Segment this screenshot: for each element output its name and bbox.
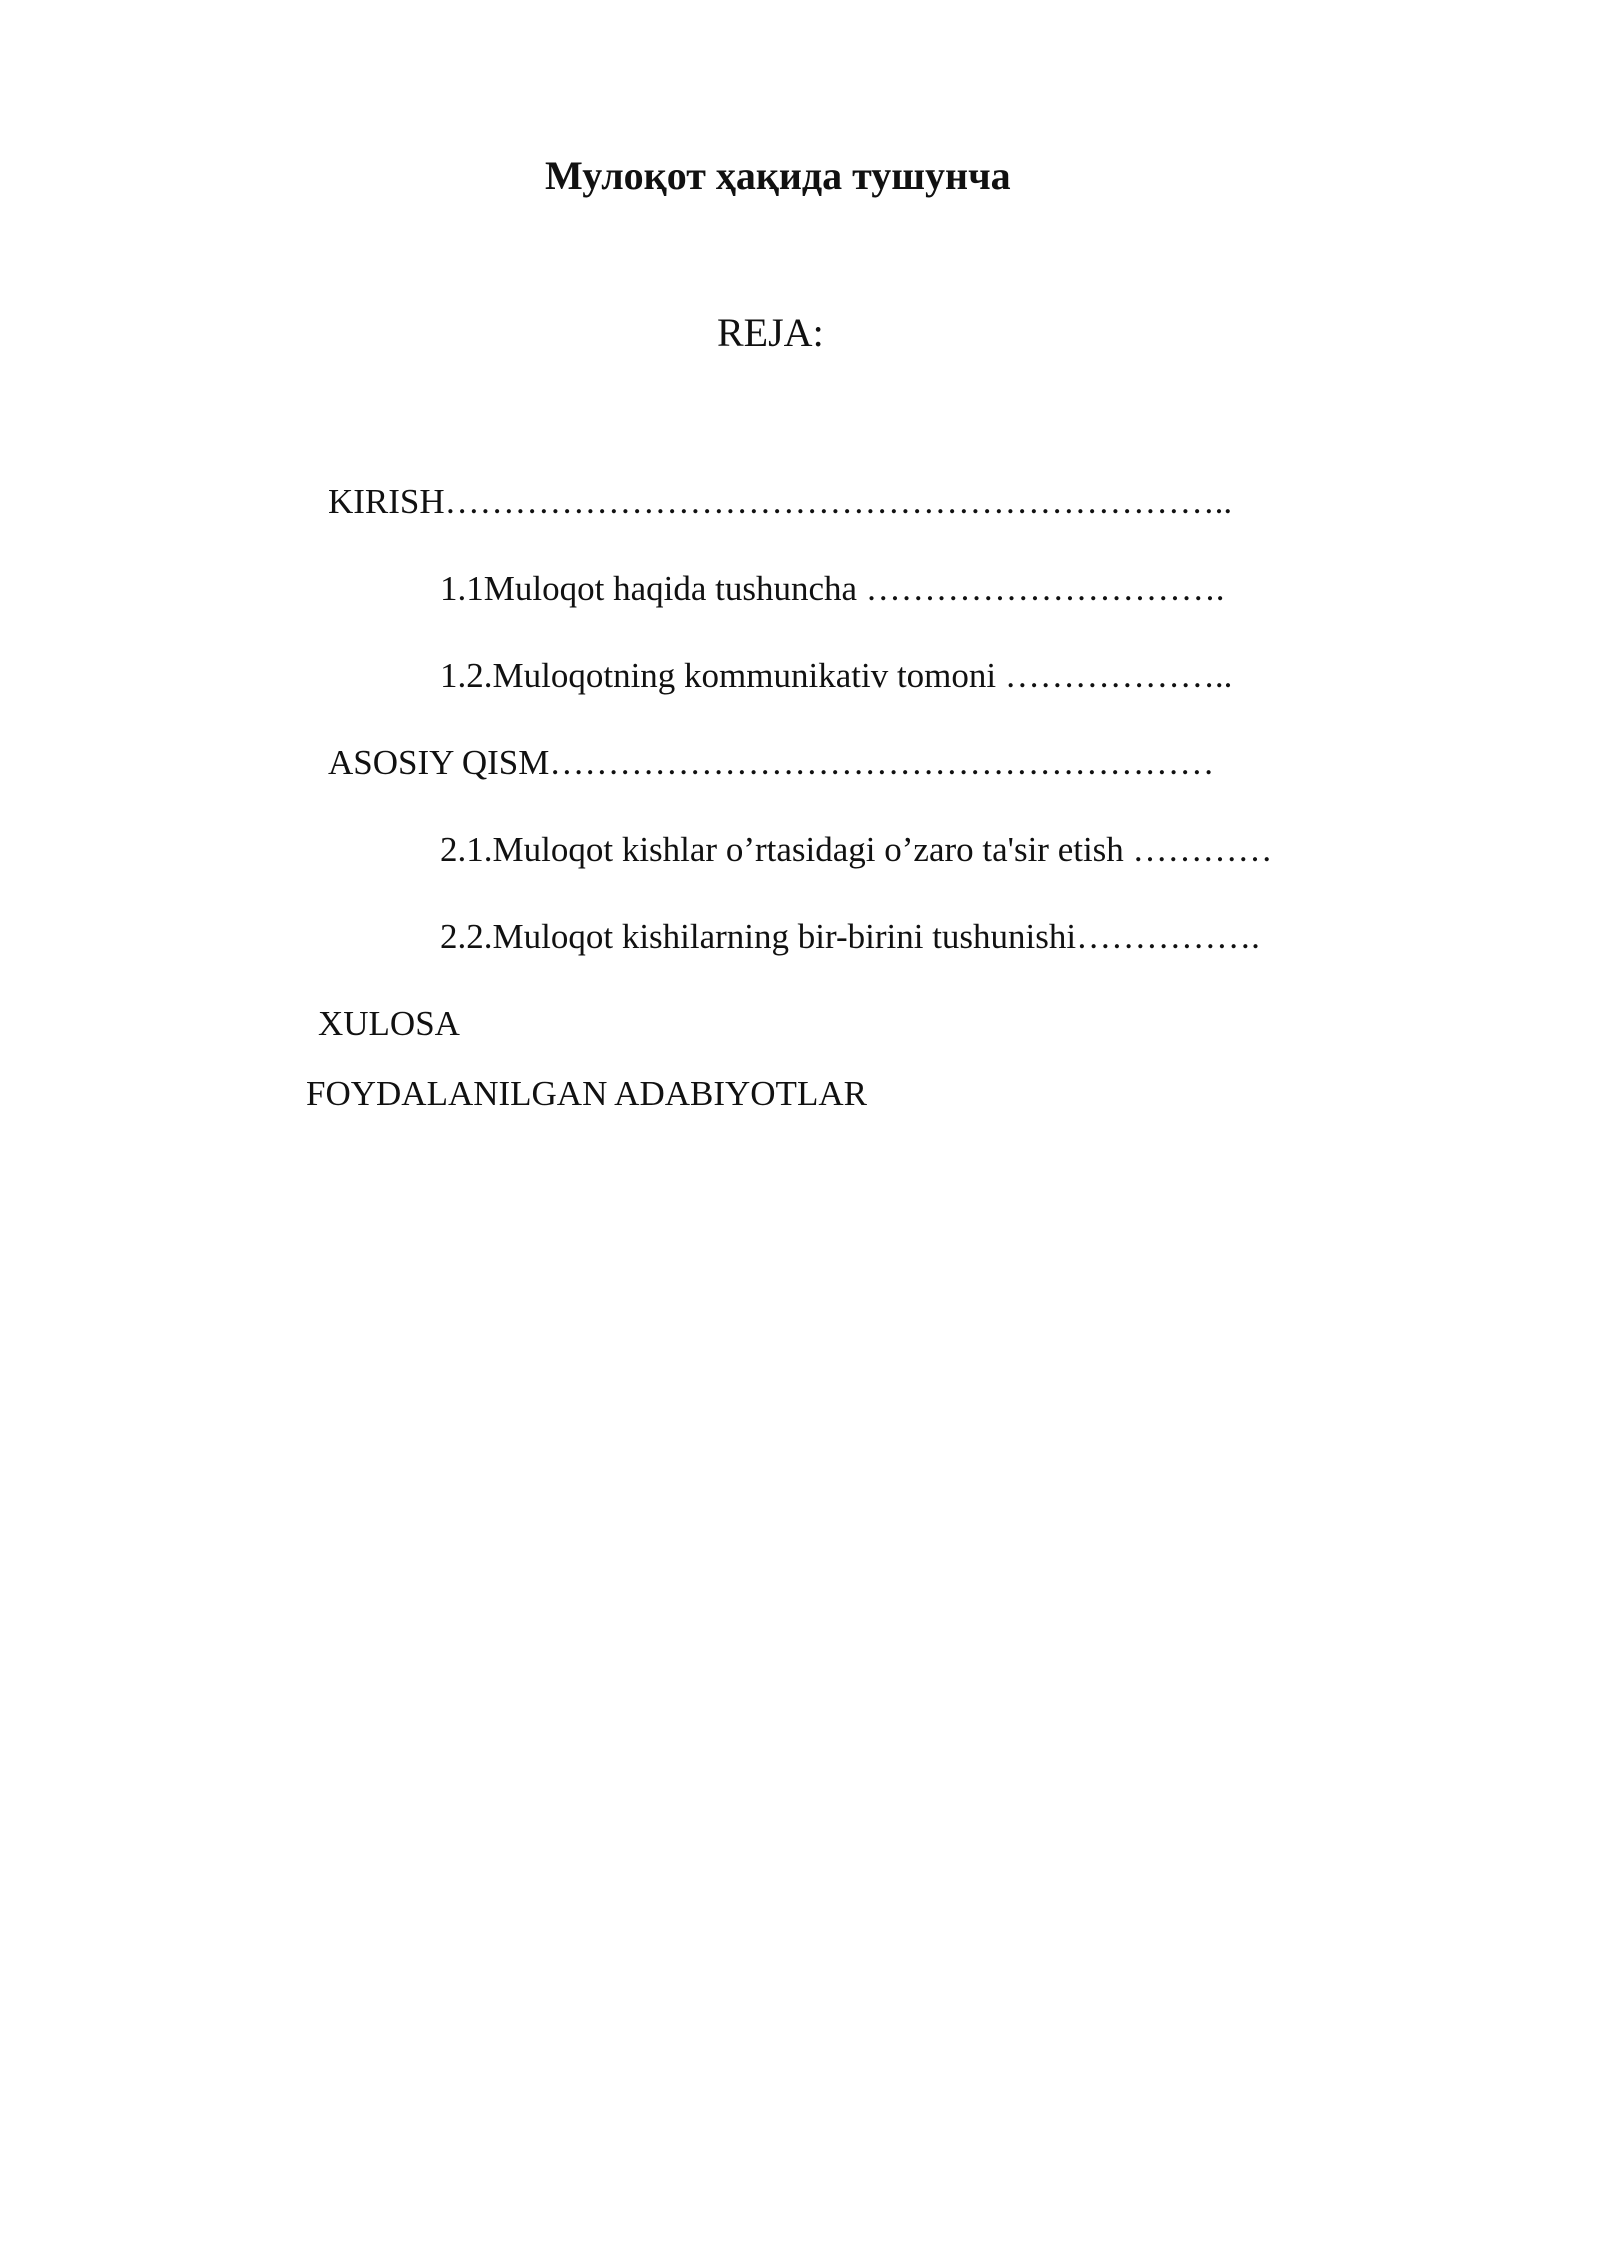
plan-heading: REJA: [717, 310, 824, 355]
toc-item-foydalanilgan-adabiyotlar: FOYDALANILGAN ADABIYOTLAR [306, 1074, 867, 1113]
toc-item-2-2: 2.2.Muloqot kishilarning bir-birini tushunishi……………. [440, 917, 1260, 956]
toc-item-1-1: 1.1Muloqot haqida tushuncha …………………………. [440, 569, 1225, 608]
toc-item-asosiy-qism: ASOSIY QISM………………………………………………… [328, 743, 1215, 782]
document-title-text: Мулоқот ҳақида тушунча [545, 153, 1011, 198]
toc-item-1-2: 1.2.Muloqotning kommunikativ tomoni ……………….. [440, 656, 1233, 695]
toc-item-2-1: 2.1.Muloqot kishlar o’rtasidagi o’zaro ta'sir etish ………… [440, 830, 1273, 869]
toc-item-kirish: KIRISH………………………………………………………….. [328, 482, 1233, 521]
toc-item-xulosa: XULOSA [318, 1004, 460, 1043]
